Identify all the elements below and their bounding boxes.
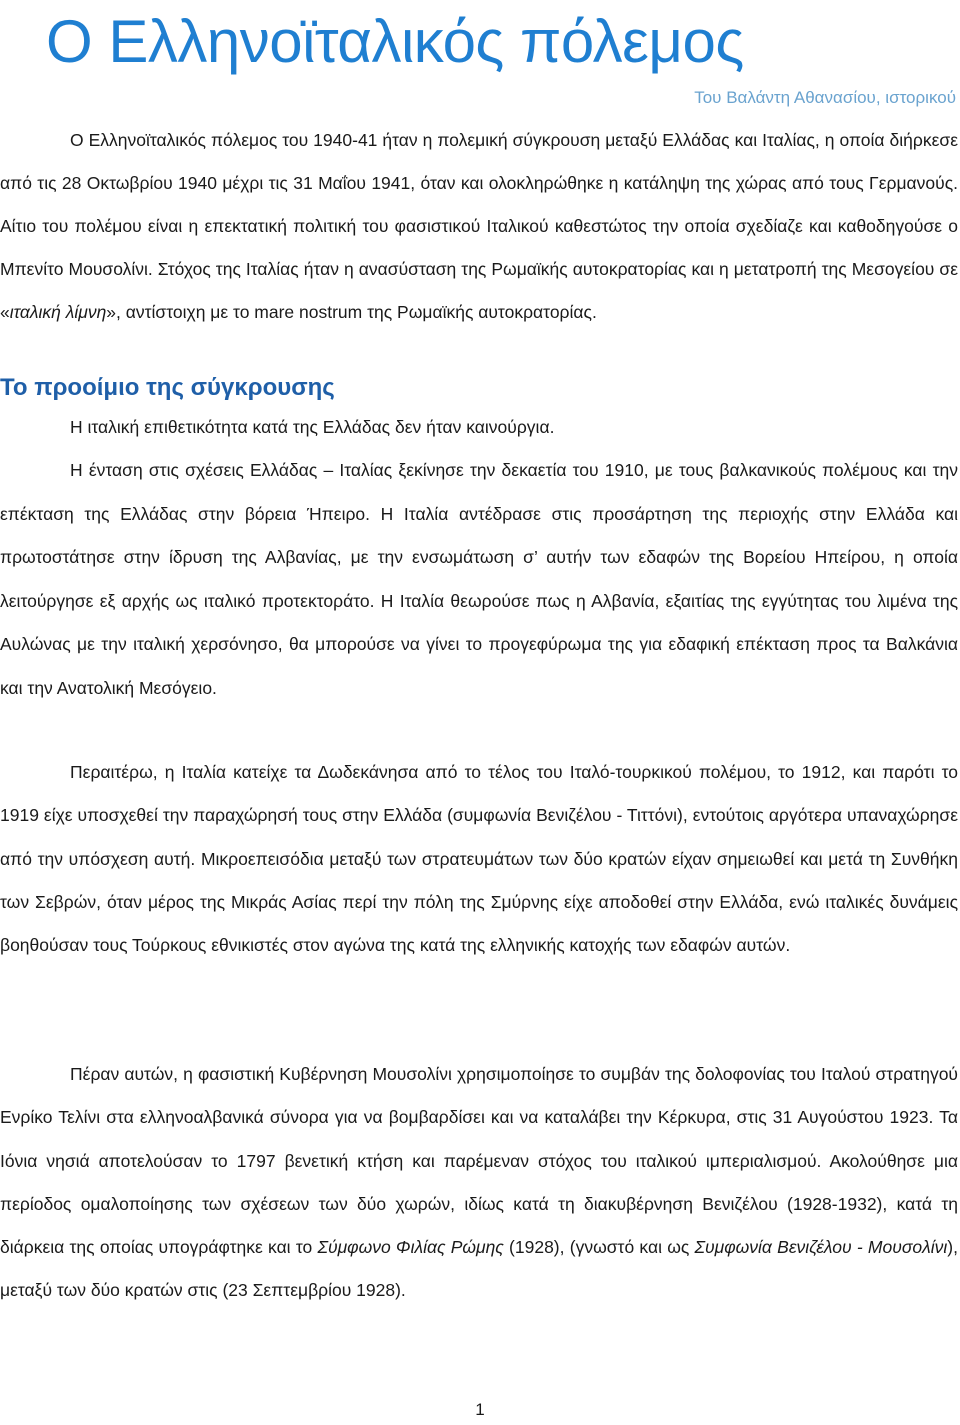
agreement-name-italic: Συμφωνία Βενιζέλου - Μουσολίνι xyxy=(694,1237,948,1258)
paragraph-3-text-2: (1928), (γνωστό και ως xyxy=(503,1237,695,1258)
document-title: Ο Ελληνοϊταλικός πόλεμος xyxy=(46,8,744,75)
treaty-name-italic: Σύμφωνο Φιλίας Ρώμης xyxy=(317,1237,504,1258)
intro-paragraph xyxy=(0,119,958,334)
intro-italic-phrase: ιταλική λίμνη xyxy=(9,302,107,322)
section-lead-paragraph: Η ιταλική επιθετικότητα κατά της Ελλάδας δεν ήταν καινούργια. xyxy=(70,417,555,437)
author-byline: Του Βαλάντη Αθανασίου, ιστορικού xyxy=(694,88,956,107)
page-number: 1 xyxy=(475,1400,485,1419)
intro-text-1: Ο Ελληνοϊταλικός πόλεμος του 1940-41 ήταν η πολεμική σύγκρουση μεταξύ Ελλάδας και Ιταλίας, η οποία διήρκεσε από τις 28 Οκτωβρίου 1940 μέχρι τις 31 Μαΐου 1941, όταν και ολοκληρώθηκε η κατάληψη της χώρας από τους Γερμανούς. Αίτιο του πολέμου είναι η επεκτατική πολιτική του φασιστικού Ιταλικού καθεστώτος την οποία σχεδίαζε και καθοδηγούσε ο Μπενίτο Μουσολίνι. Στόχος της Ιταλίας ήταν η ανασύσταση της Ρωμαϊκής αυτοκρατορίας και η μετατροπή της Μεσογείου σε « xyxy=(0,130,958,322)
section-paragraph-1: Η ένταση στις σχέσεις Ελλάδας – Ιταλίας ξεκίνησε την δεκαετία του 1910, με τους βαλκανικούς πολέμους και την επέκταση της Ελλάδας στην βόρεια Ήπειρο. Η Ιταλία αντέδρασε στις προσάρτηση της περιοχής στην Ελλάδα και πρωτοστάτησε στην ίδρυση της Αλβανίας, με την ενσωμάτωση σ’ αυτήν των εδαφών της Βορείου Ηπείρου, η οποία λειτούργησε εξ αρχής ως ιταλικό προτεκτοράτο. Η Ιταλία θεωρούσε πως η Αλβανία, εξαιτίας της εγγύτητας του λιμένα της Αυλώνας με την ιταλική χερσόνησο, θα μπορούσε να γίνει το προγεφύρωμα της για εδαφική επέκταση προς τα Βαλκάνια και την Ανατολική Μεσόγειο. xyxy=(0,460,958,698)
paragraph-3-text-3: ), μεταξύ των δύο κρατών στις (23 Σεπτεμβρίου 1928). xyxy=(0,1237,958,1301)
intro-text-2: », αντίστοιχη με το mare nostrum της Ρωμαϊκής αυτοκρατορίας. xyxy=(106,302,597,322)
section-paragraph-2: Περαιτέρω, η Ιταλία κατείχε τα Δωδεκάνησα από το τέλος του Ιταλό-τουρκικού πολέμου, το 1912, και παρότι το 1919 είχε υποσχεθεί την παραχώρησή τους στην Ελλάδα (συμφωνία Βενιζέλου - Τιττόνι), εντούτοις αργότερα υπαναχώρησε από την υπόσχεση αυτή. Μικροεπεισόδια μεταξύ των στρατευμάτων των δύο κρατών είχαν σημειωθεί και μετά τη Συνθήκη των Σεβρών, όταν μέρος της Μικράς Ασίας περί την πόλη της Σμύρνης είχε αποδοθεί στην Ελλάδα, ενώ ιταλικές δυνάμεις βοηθούσαν τους Τούρκους εθνικιστές στον αγώνα της κατά της ελληνικής κατοχής των εδαφών αυτών. xyxy=(0,762,958,956)
section-heading: Το προοίμιο της σύγκρουσης xyxy=(0,374,335,401)
section-paragraph-3 xyxy=(0,1053,958,1313)
paragraph-3-text-1: Πέραν αυτών, η φασιστική Κυβέρνηση Μουσολίνι χρησιμοποίησε το συμβάν της δολοφονίας του Ιταλού στρατηγού Ενρίκο Τελίνι στα ελληνοαλβανικά σύνορα για να βομβαρδίσει και να καταλάβει την Κέρκυρα, στις 31 Αυγούστου 1923. Τα Ιόνια νησιά αποτελούσαν το 1797 βενετική κτήση και παρέμεναν στόχος του ιταλικού ιμπεριαλισμού. Ακολούθησε μια περίοδος ομαλοποίησης των σχέσεων των δύο χωρών, ιδίως κατά τη διακυβέρνηση Βενιζέλου (1928-1932), κατά τη διάρκεια της οποίας υπογράφτηκε και το xyxy=(0,1064,958,1258)
